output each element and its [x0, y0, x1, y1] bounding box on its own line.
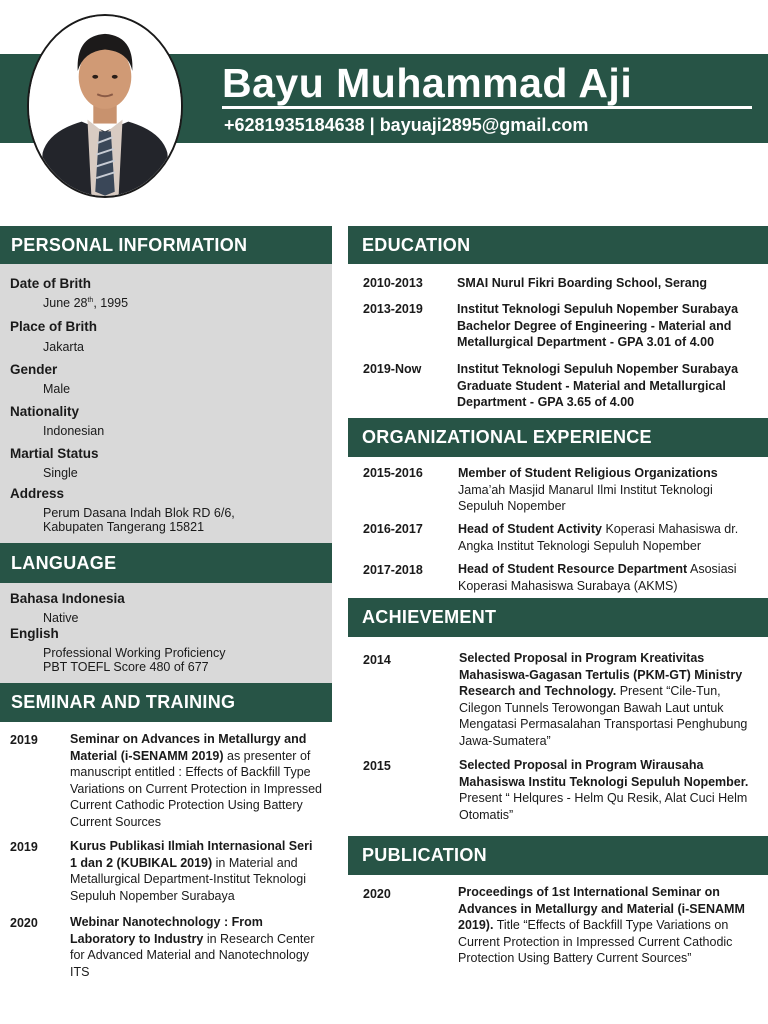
address-line-2: Kabupaten Tangerang 15821	[43, 520, 205, 534]
dob-label: Date of Brith	[10, 276, 91, 291]
achievement-title: Selected Proposal in Program Kreativitas Mahasiswa-Gagasan Tertulis (PKM-GT) Ministry Research and Technology.	[459, 651, 743, 698]
org-detail: Koperasi Mahasiswa dr. Angka Institut Teknologi Sepuluh Nopember	[458, 522, 739, 553]
org-role: Head of Student Resource Department	[458, 562, 688, 576]
section-header-language: LANGUAGE	[0, 543, 332, 583]
marital-value: Single	[43, 466, 78, 480]
publication-detail: Title “Effects of Backfill Type Variations on Current Protection in Impressed Current Cathodic Protection Using Battery Current Sources”	[458, 918, 733, 965]
dob-suffix: th	[87, 296, 94, 304]
address-line-1: Perum Dasana Indah Blok RD 6/6,	[43, 506, 235, 520]
seminar-title: Kurus Publikasi Ilmiah Internasional Seri 1 dan 2 (KUBIKAL 2019)	[70, 839, 313, 870]
pob-label: Place of Brith	[10, 319, 98, 334]
publication-year: 2020	[363, 887, 391, 901]
education-detail: Institut Teknologi Sepuluh Nopember Surabaya Graduate Student - Material and Metallurgical Department - GPA 3.65 of 4.00	[457, 362, 739, 409]
org-detail: Jama’ah Masjid Manarul Ilmi Institut Teknologi Sepuluh Nopember	[458, 482, 713, 513]
language-2-level: Professional Working Proficiency	[43, 646, 226, 660]
gender-value: Male	[43, 382, 71, 396]
dob-value	[43, 296, 128, 310]
seminar-entry	[70, 838, 322, 904]
education-year: 2013-2019	[363, 302, 423, 316]
nationality-label: Nationality	[10, 404, 80, 419]
achievement-year: 2014	[363, 653, 391, 667]
achievement-title: Selected Proposal in Program Wirausaha Mahasiswa Institu Teknologi Sepuluh Nopember.	[459, 758, 749, 789]
education-entry	[457, 361, 757, 411]
seminar-title: Seminar on Advances in Metallurgy and Material (i-SENAMM 2019)	[70, 732, 307, 763]
name-underline	[222, 106, 752, 109]
dob-year: , 1995	[93, 296, 129, 310]
section-header-org: ORGANIZATIONAL EXPERIENCE	[348, 418, 768, 457]
education-detail: SMAI Nurul Fikri Boarding School, Serang	[457, 276, 708, 290]
achievement-detail: Present “Cile-Tun, Cilegon Tunnels Terowongan Bawah Laut untuk Mengatasi Permasalahan Transportasi Penghubung Jawa-Sumatera”	[459, 684, 748, 748]
profile-photo-illustration	[29, 16, 181, 196]
publication-title: Proceedings of 1st International Seminar on Advances in Metallurgy and Material (i-SENAMM 2019).	[458, 885, 745, 932]
org-year: 2017-2018	[363, 563, 423, 577]
profile-photo	[27, 14, 183, 198]
section-header-achievement: ACHIEVEMENT	[348, 598, 768, 637]
marital-label: Martial Status	[10, 446, 99, 461]
section-header-publication: PUBLICATION	[348, 836, 768, 875]
publication-entry	[458, 884, 758, 967]
section-header-seminar: SEMINAR AND TRAINING	[0, 683, 332, 722]
education-year: 2010-2013	[363, 276, 423, 290]
pob-value: Jakarta	[43, 340, 84, 354]
achievement-detail: Present “ Helqures - Helm Qu Resik, Alat Cuci Helm Otomatis”	[459, 791, 748, 822]
section-header-education: EDUCATION	[348, 226, 768, 264]
contact-info: +6281935184638 | bayuaji2895@gmail.com	[224, 115, 589, 135]
education-entry	[457, 275, 757, 292]
section-header-personal: PERSONAL INFORMATION	[0, 226, 332, 264]
org-entry	[458, 561, 758, 594]
achievement-year: 2015	[363, 759, 391, 773]
education-detail: Institut Teknologi Sepuluh Nopember Surabaya Bachelor Degree of Engineering - Material and Metallurgical Department - GPA 3.01 of 4.00	[457, 302, 739, 349]
education-year: 2019-Now	[363, 362, 422, 376]
org-entry	[458, 521, 758, 554]
language-1: Bahasa Indonesia	[10, 591, 125, 606]
org-year: 2015-2016	[363, 466, 423, 480]
nationality-value: Indonesian	[43, 424, 105, 438]
seminar-year: 2020	[10, 916, 38, 930]
achievement-entry	[459, 650, 757, 749]
gender-label: Gender	[10, 362, 58, 377]
seminar-title: Webinar Nanotechnology : From Laboratory to Industry	[70, 915, 263, 946]
education-entry	[457, 301, 757, 351]
org-role: Head of Student Activity	[458, 522, 602, 536]
seminar-entry	[70, 731, 322, 830]
org-detail: Asosiasi Koperasi Mahasiswa Surabaya (AKMS)	[458, 562, 737, 593]
address-label: Address	[10, 486, 65, 501]
seminar-year: 2019	[10, 840, 38, 854]
language-2: English	[10, 626, 59, 641]
seminar-entry	[70, 914, 322, 980]
seminar-year: 2019	[10, 733, 38, 747]
dob-day: June 28	[43, 296, 88, 310]
person-name: Bayu Muhammad Aji	[222, 60, 633, 106]
seminar-detail: in Research Center for Advanced Material and Nanotechnology ITS	[70, 931, 315, 979]
seminar-detail: in Material and Metallurgical Department-Institut Teknologi Sepuluh Nopember Surabaya	[70, 855, 306, 903]
org-entry	[458, 465, 758, 515]
org-role: Member of Student Religious Organizations	[458, 466, 718, 480]
org-year: 2016-2017	[363, 522, 423, 536]
language-2-score: PBT TOEFL Score 480 of 677	[43, 660, 209, 674]
achievement-entry	[459, 757, 757, 823]
seminar-detail: as presenter of manuscript entitled : Effects of Backfill Type Variations on Current Protection in Impressed Current Cathodic Protection Using Battery Current Sources	[70, 748, 322, 829]
language-1-level: Native	[43, 611, 79, 625]
